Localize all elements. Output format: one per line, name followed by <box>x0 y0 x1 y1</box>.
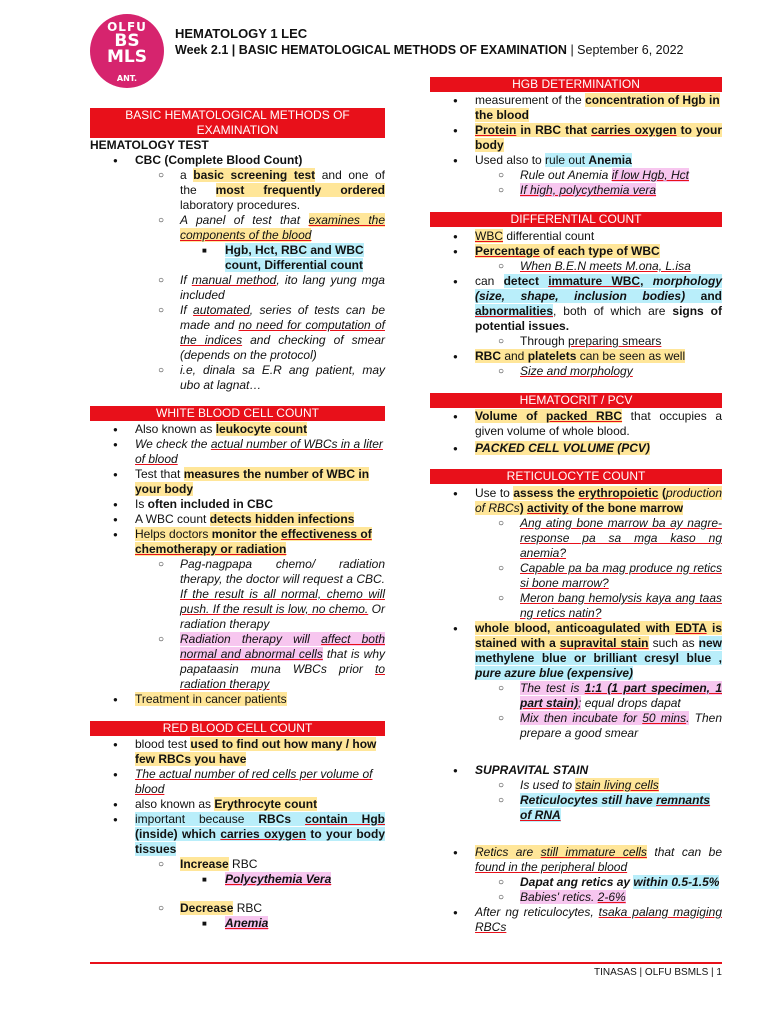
list-item: ○ If manual method, ito lang yung mga included <box>90 273 385 303</box>
course-title: HEMATOLOGY 1 LEC <box>175 26 308 41</box>
list-item: ○ Reticulocytes still have remnants of RNA <box>430 793 722 823</box>
list-item: ● measurement of the concentration of Hgb in the blood <box>430 93 722 123</box>
list-item: ● Used also to rule out Anemia <box>430 153 722 168</box>
section-basic-methods: BASIC HEMATOLOGICAL METHODS OF EXAMINATION <box>90 108 385 138</box>
reticulocyte-list <box>430 486 722 935</box>
list-item: ● The actual number of red cells per volume of blood <box>90 767 385 797</box>
list-item: ○ Capable pa ba mag produce ng retics si bone marrow? <box>430 561 722 591</box>
section-hematocrit: HEMATOCRIT / PCV <box>430 393 722 408</box>
list-item: ○ A panel of test that examines the components of the blood <box>90 213 385 243</box>
list-item: ● blood test used to find out how many / how few RBCs you have <box>90 737 385 767</box>
list-item: ● Treatment in cancer patients <box>90 692 385 707</box>
list-item: ○ Rule out Anemia if low Hgb, Hct <box>430 168 722 183</box>
hgb-list <box>430 93 722 198</box>
list-item: ● also known as Erythrocyte count <box>90 797 385 812</box>
list-item: ● Percentage of each type of WBC <box>430 244 722 259</box>
rbc-list <box>90 737 385 931</box>
list-item: ● Is often included in CBC <box>90 497 385 512</box>
list-item: ○ Dapat ang retics ay within 0.5-1.5% <box>430 875 722 890</box>
list-item: ○ If high, polycythemia vera <box>430 183 722 198</box>
differential-list <box>430 229 722 379</box>
footer-divider <box>90 962 722 964</box>
olfu-bsmls-logo: OLFU BS MLS ANT. <box>90 14 164 88</box>
section-rbc: RED BLOOD CELL COUNT <box>90 721 385 736</box>
page-footer: TINASAS | OLFU BSMLS | 1 <box>593 967 722 978</box>
list-item: ○ Pag-nagpapa chemo/ radiation therapy, the doctor will request a CBC. If the result is all normal, chemo will push. If the result is low, no chemo. Or radiation therapy <box>90 557 385 632</box>
list-item: ● We check the actual number of WBCs in a liter of blood <box>90 437 385 467</box>
hematocrit-list <box>430 409 722 456</box>
list-item: ● whole blood, anticoagulated with EDTA is stained with a supravital stain such as new methylene blue or brilliant cresyl blue , pure azure blue (expensive) <box>430 621 722 681</box>
list-item: ● A WBC count detects hidden infections <box>90 512 385 527</box>
list-item: ● RBC and platelets can be seen as well <box>430 349 722 364</box>
list-item: ○ Decrease RBC <box>90 901 385 916</box>
list-item: ○ When B.E.N meets M.ona, L.isa <box>430 259 722 274</box>
list-item: ○ Ang ating bone marrow ba ay nagre-response pa sa mga kaso ng anemia? <box>430 516 722 561</box>
section-reticulocyte: RETICULOCYTE COUNT <box>430 469 722 484</box>
list-item: ○ If automated, series of tests can be made and no need for computation of the indices and checking of smear (depends on the protocol) <box>90 303 385 363</box>
list-item: ● can detect immature WBC, morphology (size, shape, inclusion bodies) and abnormalities, both of which are signs of potential issues. <box>430 274 722 334</box>
list-item: ● CBC (Complete Blood Count) <box>90 153 385 168</box>
list-item: ● Use to assess the erythropoietic (production of RBCs) activity of the bone marrow <box>430 486 722 516</box>
list-item: ○ Increase RBC <box>90 857 385 872</box>
list-item: ○ a basic screening test and one of the most frequently ordered laboratory procedures. <box>90 168 385 213</box>
section-differential: DIFFERENTIAL COUNT <box>430 212 722 227</box>
list-item: ● After ng reticulocytes, tsaka palang magiging RBCs <box>430 905 722 935</box>
list-item: ● PACKED CELL VOLUME (PCV) <box>430 441 722 456</box>
list-item: ■ Polycythemia Vera <box>90 872 385 887</box>
list-item: ○ Meron bang hemolysis kaya ang taas ng retics natin? <box>430 591 722 621</box>
list-item: ○ Radiation therapy will affect both normal and abnormal cells that is why papataasin muna WBCs prior to radiation therapy <box>90 632 385 692</box>
list-item: ○ Through preparing smears <box>430 334 722 349</box>
lecture-subtitle: Week 2.1 | BASIC HEMATOLOGICAL METHODS OF EXAMINATION | September 6, 2022 <box>175 43 684 57</box>
list-item: ○ Mix then incubate for 50 mins. Then prepare a good smear <box>430 711 722 741</box>
list-item: ● Retics are still immature cells that can be found in the peripheral blood <box>430 845 722 875</box>
list-item: ● SUPRAVITAL STAIN <box>430 763 722 778</box>
cbc-list <box>90 153 385 393</box>
hematology-test-heading: HEMATOLOGY TEST <box>90 138 209 152</box>
list-item: ■ Hgb, Hct, RBC and WBC count, Differential count <box>90 243 385 273</box>
list-item: ○ i.e, dinala sa E.R ang patient, may ubo at lagnat… <box>90 363 385 393</box>
list-item: ○ Babies' retics. 2-6% <box>430 890 722 905</box>
section-wbc: WHITE BLOOD CELL COUNT <box>90 406 385 421</box>
list-item: ● WBC differential count <box>430 229 722 244</box>
list-item: ● Volume of packed RBC that occupies a given volume of whole blood. <box>430 409 722 439</box>
list-item: ● Also known as leukocyte count <box>90 422 385 437</box>
list-item: ○ The test is 1:1 (1 part specimen, 1 part stain); equal drops dapat <box>430 681 722 711</box>
list-item: ● Test that measures the number of WBC in your body <box>90 467 385 497</box>
list-item: ● Helps doctors monitor the effectiveness of chemotherapy or radiation <box>90 527 385 557</box>
list-item: ● important because RBCs contain Hgb (inside) which carries oxygen to your body tissues <box>90 812 385 857</box>
list-item: ○ Size and morphology <box>430 364 722 379</box>
list-item: ■ Anemia <box>90 916 385 931</box>
list-item: ○ Is used to stain living cells <box>430 778 722 793</box>
list-item: ● Protein in RBC that carries oxygen to your body <box>430 123 722 153</box>
wbc-list <box>90 422 385 707</box>
section-hgb: HGB DETERMINATION <box>430 77 722 92</box>
